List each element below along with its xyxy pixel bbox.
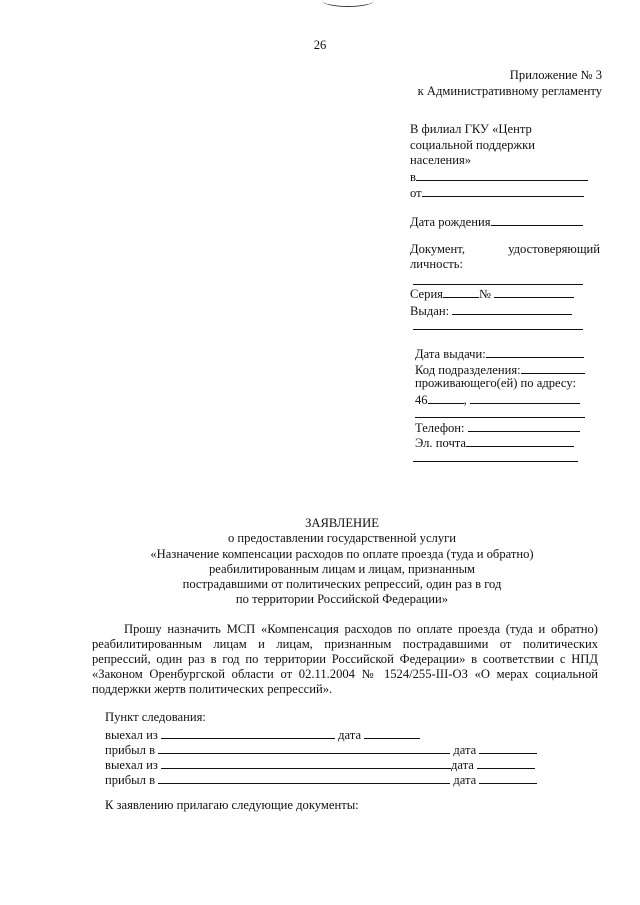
in-field[interactable] (410, 168, 588, 184)
page-top-arc (322, 0, 374, 7)
body-line-3: репрессий, один раз в год по территории Российской Федерации» в соответствии с НПД (92, 652, 598, 666)
addressee-line-3: населения» (410, 153, 472, 167)
arrived-label-1: прибыл в (105, 743, 156, 757)
issued-blank-line-2[interactable] (413, 329, 583, 330)
issue-date-blank[interactable] (486, 345, 584, 358)
series-blank[interactable] (443, 285, 479, 298)
departed-date-blank-1[interactable] (364, 726, 420, 739)
issue-date-label: Дата выдачи: (415, 347, 486, 361)
phone-blank[interactable] (468, 419, 580, 432)
departed-date-label-1: дата (338, 728, 362, 742)
from-field[interactable] (410, 184, 584, 200)
number-label: № (478, 287, 492, 301)
arrived-place-blank-2[interactable] (158, 771, 450, 784)
departed-label-2: выехал из (105, 758, 158, 772)
issued-field[interactable] (410, 302, 572, 318)
issued-label: Выдан: (410, 304, 450, 318)
phone-field[interactable] (415, 419, 580, 435)
division-code-field[interactable] (415, 361, 585, 377)
in-blank[interactable] (416, 168, 588, 181)
birth-date-field[interactable] (410, 213, 583, 229)
arrived-label-2: прибыл в (105, 773, 156, 787)
appendix-regulation: к Административному регламенту (417, 84, 602, 98)
arrived-row-1[interactable] (105, 741, 537, 757)
title-line-5: по территории Российской Федерации» (235, 592, 449, 606)
arrived-date-label-1: дата (453, 743, 477, 757)
title-line-2: «Назначение компенсации расходов по оплате проезда (туда и обратно) (150, 547, 534, 561)
body-line-4: «Законом Оренбургской области от 02.11.2004 № 1524/255-III-ОЗ «О мерах социальной (92, 667, 598, 681)
birth-date-label: Дата рождения (410, 215, 491, 229)
departed-row-1[interactable] (105, 726, 420, 742)
departed-date-blank-2[interactable] (477, 756, 535, 769)
from-label: от (410, 186, 422, 200)
arrived-date-blank-1[interactable] (479, 741, 537, 754)
id-document-label-right: удостоверяющий (508, 242, 600, 256)
departed-label-1: выехал из (105, 728, 158, 742)
departed-row-2[interactable] (105, 756, 535, 772)
destination-label: Пункт следования: (105, 710, 206, 724)
addressee-block-divider (413, 461, 578, 462)
series-number-field[interactable] (410, 285, 574, 301)
phone-label: Телефон: (415, 421, 465, 435)
page-number: 26 (313, 38, 327, 52)
body-line-1: Прошу назначить МСП «Компенсация расходов по оплате проезда (туда и обратно) (124, 622, 598, 636)
appendix-number: Приложение № 3 (509, 68, 602, 82)
arrived-date-blank-2[interactable] (479, 771, 537, 784)
series-label: Серия (410, 287, 443, 301)
email-field[interactable] (415, 434, 574, 450)
division-code-blank[interactable] (521, 361, 585, 374)
arrived-place-blank-1[interactable] (158, 741, 450, 754)
residing-label: проживающего(ей) по адресу: (415, 376, 576, 390)
body-line-2: реабилитированным лицам и лицам, признанным пострадавшими от политических (92, 637, 598, 651)
division-code-label: Код подразделения: (415, 363, 521, 377)
in-label: в (410, 170, 416, 184)
document-heading: ЗАЯВЛЕНИЕ (305, 516, 379, 530)
address-comma: , (463, 393, 467, 407)
address-blank[interactable] (470, 391, 580, 404)
id-document-label-line-2: личность: (410, 257, 464, 271)
attachments-label: К заявлению прилагаю следующие документы: (105, 798, 359, 812)
email-blank[interactable] (466, 434, 574, 447)
email-label: Эл. почта (415, 436, 467, 450)
departed-date-label-2: дата (450, 758, 474, 772)
departed-place-blank-2[interactable] (161, 756, 451, 769)
body-line-5: поддержки жертв политических репрессий». (92, 682, 333, 696)
title-line-3: реабилитированным лицам и лицам, признанным (208, 562, 476, 576)
title-line-1: о предоставлении государственной услуги (227, 531, 457, 545)
postcode-prefix: 46 (415, 393, 428, 407)
address-blank-line-2[interactable] (415, 417, 585, 418)
id-document-label-left: Документ, (410, 242, 465, 256)
address-field[interactable] (415, 391, 580, 407)
addressee-line-1: В филиал ГКУ «Центр (410, 122, 532, 136)
departed-place-blank-1[interactable] (161, 726, 335, 739)
addressee-line-2: социальной поддержки (410, 138, 535, 152)
from-blank[interactable] (422, 184, 584, 197)
arrived-row-2[interactable] (105, 771, 537, 787)
birth-date-blank[interactable] (491, 213, 583, 226)
arrived-date-label-2: дата (453, 773, 477, 787)
title-line-4: пострадавшими от политических репрессий, один раз в год (182, 577, 502, 591)
postcode-blank[interactable] (428, 391, 464, 404)
issued-blank[interactable] (452, 302, 572, 315)
number-blank[interactable] (494, 285, 574, 298)
issue-date-field[interactable] (415, 345, 584, 361)
